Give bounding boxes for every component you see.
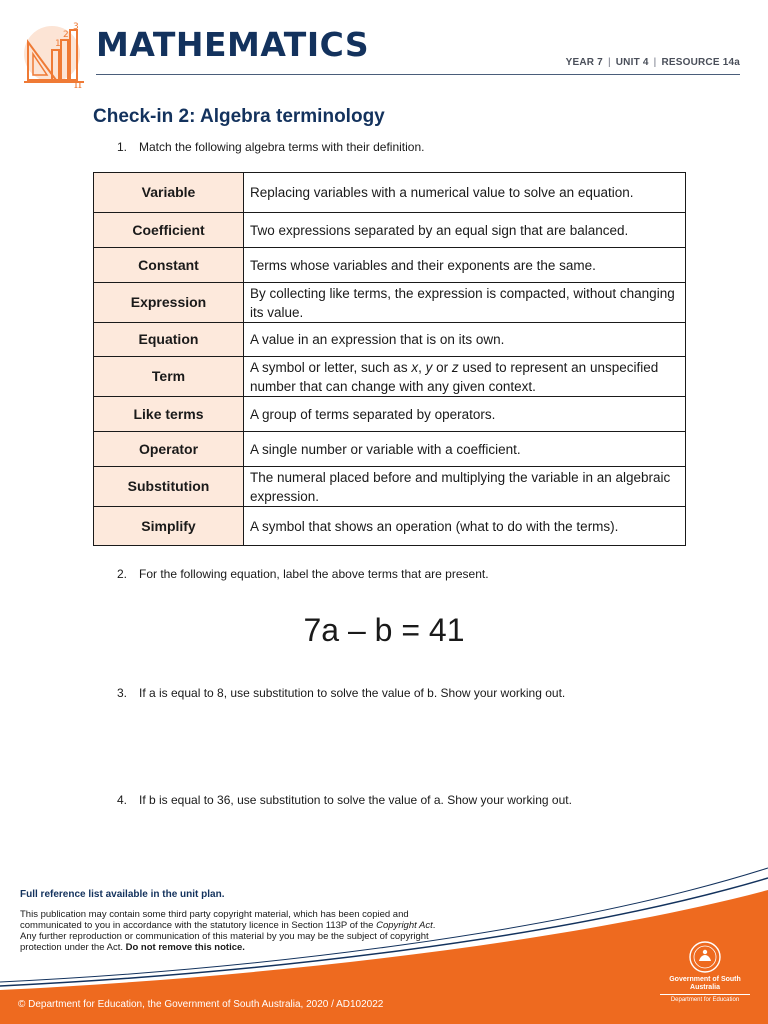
- question-number: 1.: [117, 140, 128, 154]
- logo-digit-1: 1: [55, 39, 61, 49]
- table-row: [94, 507, 686, 546]
- government-name: Government of South Australia: [669, 976, 741, 991]
- question-3: [117, 686, 565, 700]
- copyright-text: This publication may contain some third party copyright material, which has been copied and communicated to you in accordance with the statutory licence in Section 113P of the: [20, 909, 409, 931]
- question-number: 2.: [117, 567, 128, 581]
- copyright-notice: [20, 909, 440, 953]
- definition-cell: The numeral placed before and multiplying the variable in an algebraic expression.: [244, 467, 686, 507]
- term-cell: Like terms: [94, 397, 244, 432]
- question-2: [117, 567, 489, 581]
- definition-cell: Terms whose variables and their exponents are the same.: [244, 248, 686, 283]
- question-number: 3.: [117, 686, 128, 700]
- term-cell: Expression: [94, 283, 244, 323]
- copyright-act: Copyright Act: [376, 920, 433, 931]
- definition-text: or: [432, 359, 452, 375]
- term-cell: Coefficient: [94, 213, 244, 248]
- table-row: [94, 323, 686, 357]
- term-cell: Operator: [94, 432, 244, 467]
- definition-cell: A single number or variable with a coefficient.: [244, 432, 686, 467]
- definition-cell: Two expressions separated by an equal sign that are balanced.: [244, 213, 686, 248]
- resource-label: RESOURCE 14a: [661, 57, 740, 68]
- variable-z: z: [451, 359, 459, 375]
- separator: |: [653, 57, 657, 68]
- department-copyright: © Department for Education, the Government of South Australia, 2020 / AD102022: [18, 999, 384, 1010]
- term-cell: Term: [94, 357, 244, 397]
- definition-cell: By collecting like terms, the expression is compacted, without changing its value.: [244, 283, 686, 323]
- table-row: [94, 283, 686, 323]
- definition-text: used to represent an unspecified number that can change with any given context.: [250, 359, 659, 394]
- term-cell: Equation: [94, 323, 244, 357]
- question-text: If a is equal to 8, use substitution to solve the value of b. Show your working out.: [139, 686, 566, 700]
- page-header: [0, 0, 768, 92]
- term-cell: Substitution: [94, 467, 244, 507]
- table-row: [94, 248, 686, 283]
- definition-cell: Replacing variables with a numerical value to solve an equation.: [244, 173, 686, 213]
- year-label: YEAR 7: [565, 57, 603, 68]
- question-1: [117, 140, 424, 154]
- logo-pi: π: [74, 77, 82, 88]
- government-crest-icon: [688, 940, 722, 974]
- term-cell: Variable: [94, 173, 244, 213]
- table-row: [94, 213, 686, 248]
- copyright-warning: Do not remove this notice.: [125, 942, 245, 953]
- resource-info: [566, 57, 740, 68]
- maths-logo-icon: [22, 22, 90, 88]
- terms-definitions-table: [93, 172, 686, 546]
- term-cell: Constant: [94, 248, 244, 283]
- table-row: [94, 397, 686, 432]
- equation: 7a – b = 41: [303, 612, 465, 648]
- reference-note: Full reference list available in the unit plan.: [20, 889, 225, 900]
- definition-cell: [244, 357, 686, 397]
- definition-cell: A value in an expression that is on its own.: [244, 323, 686, 357]
- question-text: Match the following algebra terms with their definition.: [139, 140, 425, 154]
- question-4: [117, 793, 572, 807]
- header-divider: [96, 74, 740, 75]
- government-logo: [660, 940, 750, 1004]
- logo-digit-2: 2: [63, 30, 69, 40]
- term-cell: Simplify: [94, 507, 244, 546]
- definition-cell: A group of terms separated by operators.: [244, 397, 686, 432]
- brand-title: MATHEMATICS: [96, 25, 370, 64]
- table-row: [94, 467, 686, 507]
- unit-label: UNIT 4: [615, 57, 649, 68]
- copyright-text: . Any further reproduction or communication of this material by you may be the subject of copyright protection under the Act.: [20, 920, 436, 953]
- definition-text: A symbol or letter, such as: [250, 359, 412, 375]
- definition-text: ,: [418, 359, 426, 375]
- variable-x: x: [411, 359, 419, 375]
- definition-cell: A symbol that shows an operation (what to do with the terms).: [244, 507, 686, 546]
- table-row: [94, 432, 686, 467]
- table-row: [94, 357, 686, 397]
- variable-y: y: [425, 359, 433, 375]
- page-title: Check-in 2: Algebra terminology: [93, 106, 385, 127]
- table-row: [94, 173, 686, 213]
- question-text: If b is equal to 36, use substitution to solve the value of a. Show your working out.: [139, 793, 572, 807]
- logo-digit-3: 3: [73, 22, 79, 32]
- question-text: For the following equation, label the above terms that are present.: [139, 567, 489, 581]
- separator: |: [607, 57, 611, 68]
- question-number: 4.: [117, 793, 128, 807]
- department-name: Department for Education: [660, 994, 750, 1004]
